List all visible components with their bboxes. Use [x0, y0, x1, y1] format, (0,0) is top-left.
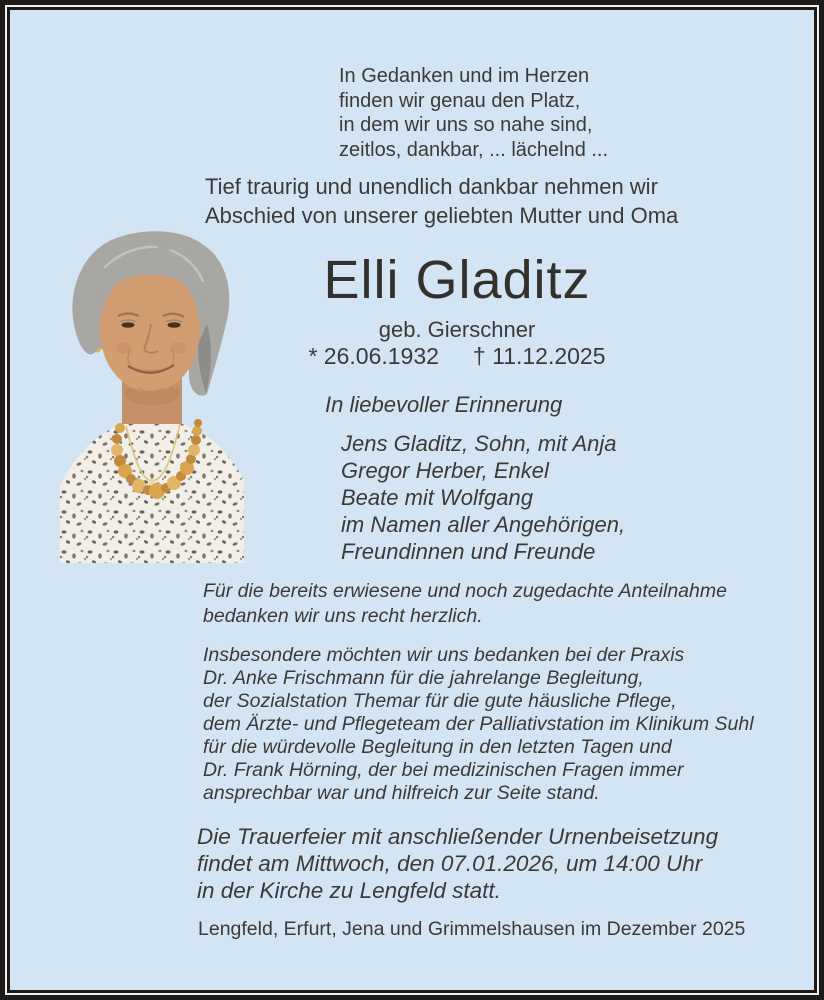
poem-line: in dem wir uns so nahe sind, — [339, 114, 593, 136]
mourners-list — [341, 430, 625, 565]
mourner-line: Gregor Herber, Enkel — [341, 458, 549, 483]
poem-line: In Gedanken und im Herzen — [339, 65, 590, 87]
mourner-line: Jens Gladitz, Sohn, mit Anja — [341, 431, 617, 456]
life-dates — [207, 343, 707, 370]
thanks-line: Für die bereits erwiesene und noch zugedachte Anteilnahme — [203, 580, 727, 602]
poem-line: finden wir genau den Platz, — [339, 89, 581, 112]
frame-white-line — [5, 5, 819, 995]
acknowledgement-line: ansprechbar war und hilfreich zur Seite stand. — [203, 782, 600, 804]
thanks-line: bedanken wir uns recht herzlich. — [203, 605, 483, 627]
inner-frame — [7, 7, 817, 993]
intro-line: Tief traurig und unendlich dankbar nehmen wir — [205, 174, 658, 199]
death-date: † 11.12.2025 — [472, 343, 606, 369]
funeral-info — [197, 823, 718, 904]
funeral-line: Die Trauerfeier mit anschließender Urnenbeisetzung — [197, 824, 719, 849]
acknowledgement-line: dem Ärzte- und Pflegeteam der Palliativstation im Klinikum Suhl — [203, 713, 754, 735]
memory-heading: In liebevoller Erinnerung — [325, 392, 563, 417]
funeral-line: in der Kirche zu Lengfeld statt. — [197, 878, 501, 903]
mourner-line: Beate mit Wolfgang — [341, 485, 533, 510]
acknowledgement-line: für die würdevolle Begleitung in den letzten Tagen und — [203, 736, 672, 758]
acknowledgement-line: der Sozialstation Themar für die gute häusliche Pflege, — [203, 690, 677, 712]
funeral-line: findet am Mittwoch, den 07.01.2026, um 14:00 Uhr — [197, 851, 703, 876]
deceased-name: Elli Gladitz — [323, 250, 591, 310]
obituary-notice — [10, 10, 814, 990]
mourner-line: Freundinnen und Freunde — [341, 539, 596, 564]
intro-line: Abschied von unserer geliebten Mutter und Oma — [205, 202, 679, 228]
acknowledgement-line: Insbesondere möchten wir uns bedanken bei der Praxis — [203, 644, 685, 666]
thanks-paragraph — [203, 579, 727, 629]
mourner-line: im Namen aller Angehörigen, — [341, 512, 626, 537]
acknowledgement-paragraph — [203, 644, 754, 805]
memorial-poem — [339, 64, 608, 162]
acknowledgement-line: Dr. Anke Frischmann für die jahrelange Begleitung, — [203, 667, 644, 689]
birth-date: * 26.06.1932 — [308, 343, 439, 369]
closing-line: Lengfeld, Erfurt, Jena und Grimmelshausen im Dezember 2025 — [198, 918, 746, 940]
maiden-name: geb. Gierschner — [378, 317, 536, 342]
acknowledgement-line: Dr. Frank Hörning, der bei medizinischen Fragen immer — [203, 759, 684, 781]
intro-text — [205, 173, 678, 230]
poem-line: zeitlos, dankbar, ... lächelnd ... — [339, 138, 609, 161]
